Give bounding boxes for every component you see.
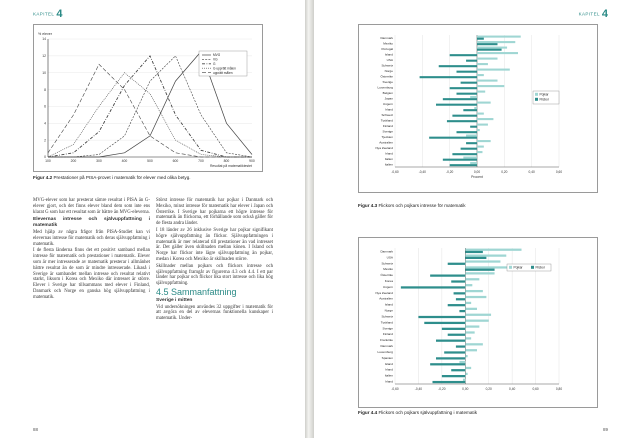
category-label: Finland <box>382 332 393 337</box>
bar <box>465 278 479 280</box>
bar <box>420 76 477 78</box>
category-label: Mexiko <box>383 267 393 272</box>
bar <box>456 345 465 347</box>
bar <box>465 255 506 257</box>
y-tick-label: 2 <box>44 138 46 143</box>
bar <box>430 274 465 276</box>
bar <box>465 314 491 316</box>
x-tick-label: 700 <box>198 159 204 163</box>
bar <box>477 129 480 131</box>
bar <box>465 290 483 292</box>
bar <box>451 280 465 282</box>
x-tick-label: 200 <box>70 159 77 163</box>
category-label: Schweiz <box>381 314 393 319</box>
series-line <box>48 64 252 157</box>
legend-label: G <box>213 62 216 66</box>
category-label: Australien <box>379 296 393 301</box>
x-tick-label: 400 <box>121 159 128 163</box>
bar <box>448 304 466 306</box>
category-label: Tyskland <box>380 118 393 123</box>
category-label: Belgien <box>382 91 393 96</box>
bar <box>465 367 471 369</box>
x-tick-label: 300 <box>96 159 102 163</box>
bar <box>461 82 477 84</box>
x-tick-label: 800 <box>223 159 230 163</box>
bar <box>459 310 465 312</box>
bar <box>465 266 512 268</box>
bar <box>477 102 491 104</box>
category-label: Österrike <box>380 273 393 278</box>
legend-label: MVG <box>213 53 221 58</box>
bar <box>430 363 465 365</box>
x-tick-label: -0,20 <box>438 387 446 391</box>
bar <box>457 71 478 73</box>
caption-label: Figur 4.2 <box>33 175 53 180</box>
bar <box>463 157 477 159</box>
bar <box>454 292 466 294</box>
bar <box>466 135 477 137</box>
bar <box>477 58 498 60</box>
bar <box>477 124 488 126</box>
caption-label: Figur 4.3 <box>358 203 378 208</box>
bar <box>450 87 477 89</box>
x-tick-label: 900 <box>249 159 255 163</box>
caption-text: Flickors och pojkars självuppfattning i matematik <box>378 410 477 415</box>
bar <box>466 60 477 62</box>
y-tick-label: 6 <box>44 104 46 109</box>
bar <box>477 63 488 65</box>
figure-4-3-chart <box>359 25 597 192</box>
category-label: Island <box>384 52 393 57</box>
y-tick-label: 10 <box>42 70 46 75</box>
bar <box>452 153 477 155</box>
caption-label: Figur 4.4 <box>358 410 378 415</box>
bar <box>477 85 504 87</box>
x-tick-label: -0,40 <box>418 170 426 174</box>
bar <box>477 36 521 38</box>
paragraph: Skillnader mellan pojkars och flickors intresse och självuppfattning framgår av figurerna 4.3 och 4.4. I ett par länder har pojkar och flickor lika stort intresse och lika hög självuppfattning. <box>156 263 273 287</box>
category-label: Irland <box>385 379 393 384</box>
x-tick-label: 0,00 <box>462 387 469 391</box>
paragraph: I de flesta länderna finns det ett positivt samband mellan intresse för matematik och prestationer i matematik. Elever som är mer intresserade av matematik presterar i allmänhet bättre resultat än de som är mindre intresserade. Likaså i Sverige är sambandet mellan intresse och resultat relativt starkt, liksom i Korea och Mexiko där intresset är större. Elever i Sverige har tillsammans med elever i Finland, Danmark och Norge en ganska hög självuppfattning i matematik. <box>33 248 150 300</box>
bar <box>424 322 465 324</box>
left-page <box>0 0 305 438</box>
paragraph: MVG-elever som har presterat sämre resultat i PISA än G-elever gjort, och det finns elever bland dem som inte ens klarat G som har ett resultat som är bättre än MVG-eleverna. <box>33 198 150 215</box>
bar <box>442 375 465 377</box>
category-label: Norge <box>384 308 393 313</box>
category-label: Australien <box>379 140 393 145</box>
x-tick-label: -0,40 <box>414 387 423 391</box>
category-label: Frankrike <box>380 338 393 343</box>
x-tick-label: 0,20 <box>501 170 508 174</box>
bar <box>465 272 494 274</box>
legend-label: Pojkar <box>539 92 549 97</box>
bar <box>470 96 477 98</box>
x-tick-label: 0,20 <box>485 387 492 391</box>
bar <box>443 98 477 100</box>
bar <box>465 320 488 322</box>
category-label: Sverige <box>382 326 393 331</box>
x-axis-label: Resultat på matematiktestet <box>209 164 252 168</box>
figure-4-3-caption <box>358 203 598 208</box>
bar <box>461 148 477 150</box>
category-label: Danmark <box>380 249 393 254</box>
bar <box>477 43 498 45</box>
bar <box>477 80 498 82</box>
category-label: Schweiz <box>381 261 393 266</box>
chapter-number: 4 <box>601 7 608 20</box>
figure-4-3-frame <box>358 24 598 193</box>
bar <box>477 52 518 54</box>
bar <box>450 54 477 56</box>
paragraph: I 18 länder av 26 inklusive Sverige har pojkar signifikant högre självuppfattning än flickor. Självuppfattningen i matematik är mer relaterad till prestationer än vad intresset är. Det gäller även skillnaden mellan könen. I Island och Norge har flickor inte lägre självuppfattning än pojkar, medan i Korea och Mexiko är skillnaden större. <box>156 227 273 262</box>
right-page <box>314 0 620 438</box>
legend-label: Flickor <box>535 265 545 270</box>
text-column-1 <box>33 198 150 302</box>
category-label: USA <box>386 58 393 63</box>
bar <box>436 104 477 106</box>
bar <box>477 49 502 51</box>
y-tick-label: 12 <box>42 54 46 59</box>
bar <box>436 357 465 359</box>
caption-text: Flickors och pojkars intresse för matematik <box>378 203 466 208</box>
category-label: Italien <box>384 373 393 378</box>
bar <box>465 355 467 357</box>
category-label: USA <box>386 255 393 260</box>
figure-4-2-chart <box>34 25 262 171</box>
category-label: Irland <box>385 107 393 112</box>
figure-4-4-caption <box>358 410 598 415</box>
bar <box>429 137 477 139</box>
x-tick-label: 0,40 <box>509 387 516 391</box>
paragraph: Med hjälp av några frågor från PISA-Studiet kan vi elevernas intresse för matematik och deras självuppfattning i matematik. <box>33 229 150 247</box>
bar <box>477 146 484 148</box>
chapter-number: 4 <box>56 7 63 20</box>
category-label: Italien <box>384 157 393 162</box>
bar <box>477 118 493 120</box>
y-tick-label: 0 <box>44 155 46 160</box>
figure-4-2-caption <box>33 175 273 180</box>
x-tick-label: 100 <box>45 159 51 163</box>
bar <box>439 65 477 67</box>
category-label: Danmark <box>380 36 393 41</box>
bar <box>465 251 483 253</box>
paragraph: Vid undersökningen användes 32 uppgifter i matematik för att avgöra en del av elevernas funktionella kunskaper i matematik. Under- <box>156 304 273 322</box>
category-label: Tjeckien <box>381 135 393 140</box>
category-label: Schweiz <box>381 63 393 68</box>
section-heading: Elevernas intresse och självuppfattning i matematik <box>33 217 150 229</box>
category-label: Tyskland <box>380 320 393 325</box>
bar <box>465 325 479 327</box>
bar <box>470 126 477 128</box>
bar <box>470 162 477 164</box>
y-tick-label: 4 <box>44 121 46 126</box>
y-axis-label: % elever <box>38 32 52 36</box>
bar <box>465 308 477 310</box>
bar <box>477 113 484 115</box>
x-tick-label: -0,20 <box>446 170 454 174</box>
bar <box>465 302 471 304</box>
bar <box>477 74 484 76</box>
category-label: Sverige <box>382 129 393 134</box>
category-label: Finland <box>382 124 393 129</box>
x-tick-label: 600 <box>172 159 179 163</box>
x-tick-label: -0,60 <box>391 387 399 391</box>
bar <box>477 47 507 49</box>
x-tick-label: 0,00 <box>473 170 481 174</box>
x-tick-label: 0,60 <box>555 170 563 174</box>
bar <box>465 257 486 259</box>
category-label: Irland <box>385 151 393 156</box>
text-column-2 <box>156 198 273 323</box>
category-label: Nya Zeeland <box>375 146 393 151</box>
bar <box>463 379 465 381</box>
bar <box>401 286 465 288</box>
category-label: Korea <box>384 279 393 283</box>
sub-heading: Sverige i mitten <box>156 297 193 303</box>
category-label: Mexiko <box>383 41 393 46</box>
bar <box>465 343 483 345</box>
page-number-right: 89 <box>602 427 608 432</box>
bar <box>457 131 478 133</box>
bar <box>465 269 494 271</box>
figure-4-4-chart <box>359 238 597 407</box>
bar <box>459 361 465 363</box>
bar <box>465 373 467 375</box>
legend-label: Pojkar <box>513 265 523 270</box>
book-gutter <box>305 0 314 438</box>
category-label: Ungern <box>382 284 393 289</box>
caption-text: Prestationer på PISA-provet i matematik för elever med olika betyg. <box>53 175 191 180</box>
x-tick-label: -0,60 <box>391 170 399 174</box>
bar <box>477 41 515 43</box>
bar <box>465 331 474 333</box>
chapter-kicker: KAPITEL <box>578 11 600 17</box>
category-label: Norge <box>384 69 393 74</box>
category-label: Italien <box>384 162 393 167</box>
bar <box>465 296 486 298</box>
bar <box>448 263 466 265</box>
bar <box>477 69 510 71</box>
bar <box>474 107 477 109</box>
bar <box>444 351 465 353</box>
category-label: Spanien <box>381 355 393 360</box>
x-tick-label: 500 <box>147 159 153 163</box>
bar <box>465 249 521 251</box>
y-tick-label: 8 <box>44 87 46 92</box>
bar <box>436 340 465 342</box>
bar <box>465 284 472 286</box>
category-label: Sverige <box>382 80 393 85</box>
bar <box>442 328 465 330</box>
legend-swatch <box>531 266 534 269</box>
category-label: Irland <box>385 367 393 372</box>
bar <box>466 142 477 144</box>
x-axis-label: Procent <box>471 175 483 179</box>
category-label: Danmark <box>380 344 393 349</box>
bar <box>452 115 477 117</box>
bar <box>465 260 500 262</box>
bar <box>477 38 484 40</box>
y-tick-label: 14 <box>42 37 46 42</box>
category-label: Japan <box>384 96 393 101</box>
category-label: Luxemburg <box>377 85 393 90</box>
chapter-kicker: KAPITEL <box>33 11 55 17</box>
category-label: Portugal <box>381 47 393 52</box>
legend-label: upprätt målen <box>213 70 233 75</box>
bar <box>450 164 477 166</box>
x-tick-label: 0,60 <box>532 387 539 391</box>
bar <box>448 334 466 336</box>
paragraph: Störst intresse för matematik har pojkar i Danmark och Mexiko, minst intresse för matematik har elever i Japan och Österrike. I Sverige har pojkarna ett högre intresse för matematik än flickorna, ett förhållande som också gäller för de flesta andra länder. <box>156 198 273 227</box>
page-number-left: 88 <box>33 427 39 432</box>
bar <box>432 381 465 383</box>
legend-swatch <box>509 266 512 269</box>
bar <box>465 337 471 339</box>
category-label: Schweiz <box>381 113 393 118</box>
category-label: Island <box>384 302 393 307</box>
category-label: Luxemburg <box>377 349 393 354</box>
figure-4-2-frame <box>33 24 263 172</box>
category-label: Island <box>384 361 393 366</box>
chapter-header-left <box>33 5 62 23</box>
bar <box>463 109 477 111</box>
bar <box>477 91 485 93</box>
bar <box>457 93 478 95</box>
bar <box>477 151 482 153</box>
bar <box>447 120 477 122</box>
bar <box>418 316 465 318</box>
legend-swatch <box>535 98 538 101</box>
figure-4-4-frame <box>358 237 598 408</box>
legend-label: Flickor <box>539 97 549 102</box>
bar <box>443 159 477 161</box>
x-tick-label: 0,80 <box>555 387 563 391</box>
category-label: Österrike <box>380 74 393 79</box>
chapter-header-right <box>579 5 608 23</box>
legend-label: VG <box>213 57 218 62</box>
legend-swatch <box>535 93 538 96</box>
x-tick-label: 0,40 <box>528 170 535 174</box>
bar <box>465 349 477 351</box>
legend-label: G upprätt målen <box>213 66 236 71</box>
bar <box>451 369 465 371</box>
section-title: 4.5 Sammanfattning <box>156 286 237 297</box>
bar <box>456 298 465 300</box>
bar <box>477 140 491 142</box>
category-label: Nya Zeeland <box>375 290 393 295</box>
category-label: Ungern <box>382 102 393 107</box>
